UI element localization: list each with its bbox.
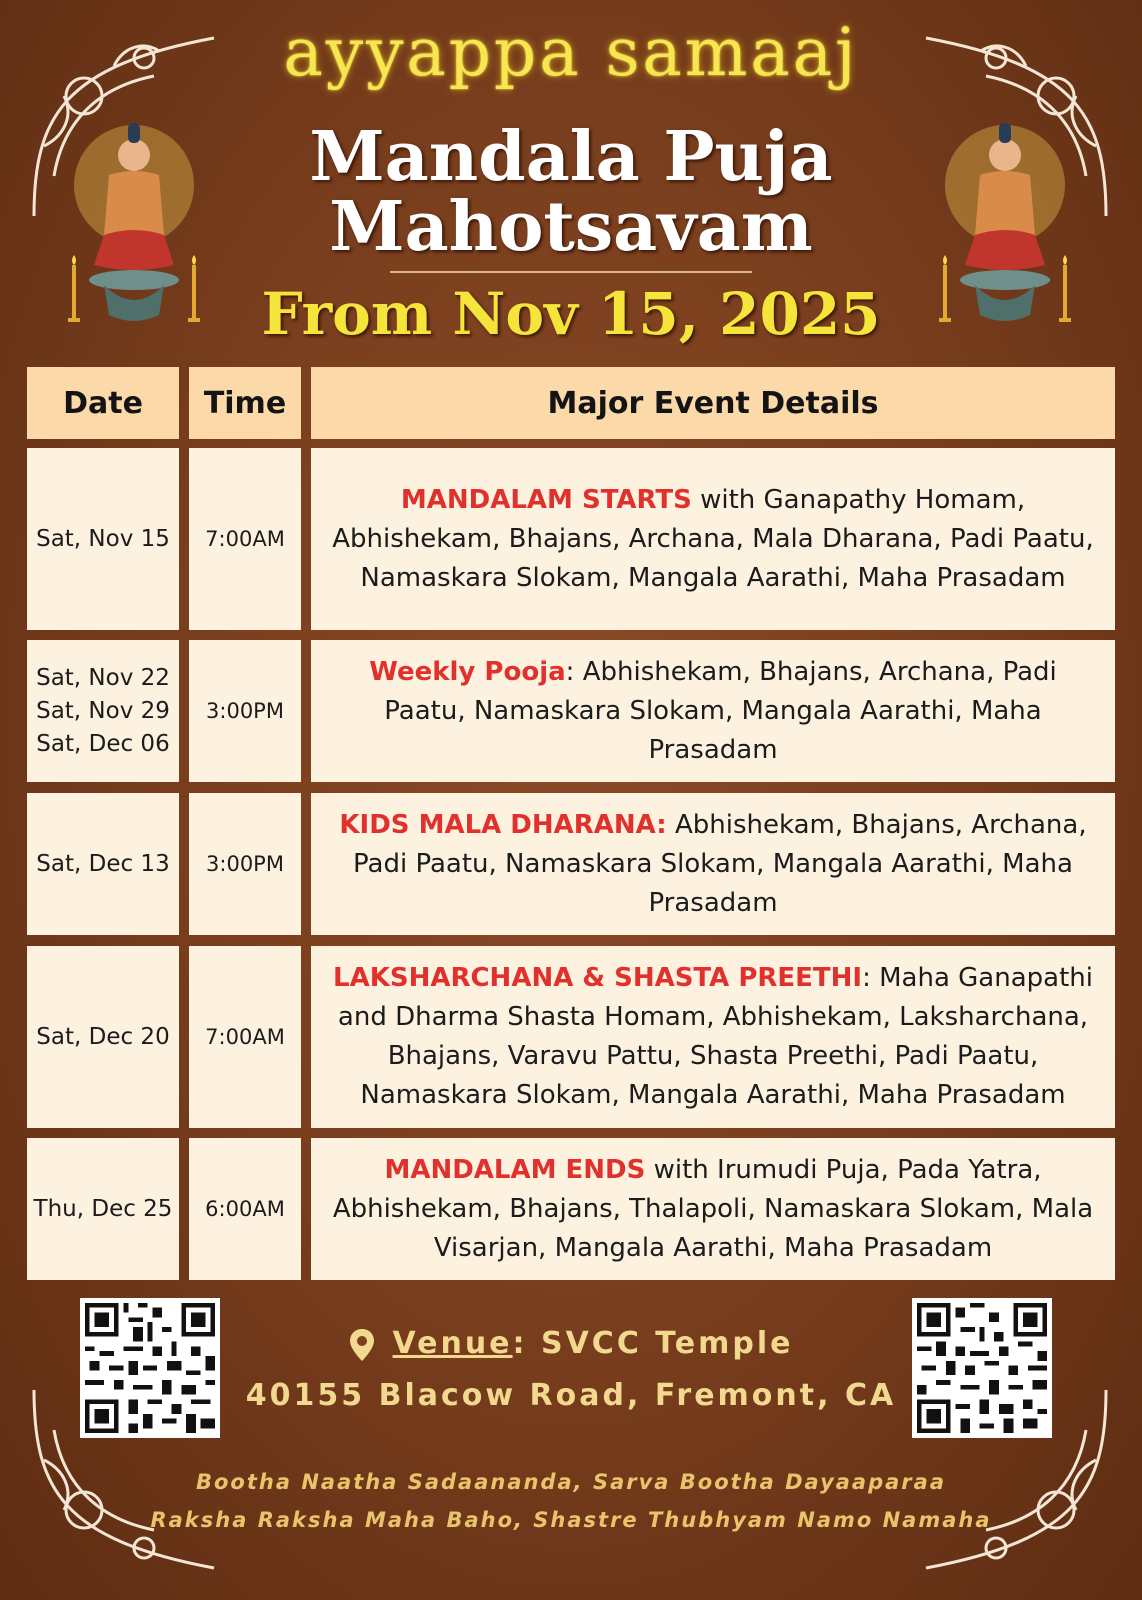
row-4-time: 7:00AM — [189, 946, 301, 1128]
row-1-time: 7:00AM — [189, 448, 301, 630]
brand-logo-text: ayyappa samaaj — [283, 14, 859, 91]
header-time: Time — [189, 367, 301, 439]
row-1-date: Sat, Nov 15 — [27, 448, 179, 630]
event-start-date: From Nov 15, 2025 — [261, 280, 881, 348]
row-5-date: Thu, Dec 25 — [27, 1138, 179, 1280]
venue-address: 40155 Blacow Road, Fremont, CA — [245, 1378, 897, 1413]
row-5-details: MANDALAM ENDS with Irumudi Puja, Pada Yatra, Abhishekam, Bhajans, Thalapoli, Namaskara Slokam, Mala Visarjan, Mangala Aarathi, Maha Prasadam — [311, 1138, 1115, 1280]
row-2-date: Sat, Nov 22 Sat, Nov 29 Sat, Dec 06 — [27, 640, 179, 782]
row-1-details: MANDALAM STARTS with Ganapathy Homam, Abhishekam, Bhajans, Archana, Mala Dharana, Padi Paatu, Namaskara Slokam, Mangala Aarathi, Maha Prasadam — [311, 448, 1115, 630]
header-date: Date — [27, 367, 179, 439]
row-5-time: 6:00AM — [189, 1138, 301, 1280]
row-4-highlight: LAKSHARCHANA & SHASTA PREETHI — [333, 963, 863, 993]
row-3-time: 3:00PM — [189, 793, 301, 935]
shloka-line1: Bootha Naatha Sadaananda, Sarva Bootha Dayaaparaa — [196, 1470, 946, 1494]
event-title-line2: Mahotsavam — [329, 187, 813, 267]
venue-label: Venue — [392, 1326, 513, 1361]
row-5-highlight: MANDALAM ENDS — [384, 1154, 646, 1185]
row-3-highlight: KIDS MALA DHARANA: — [339, 809, 667, 840]
row-2-highlight: Weekly Pooja — [369, 656, 566, 687]
header-details: Major Event Details — [311, 367, 1115, 439]
row-3-details: KIDS MALA DHARANA: Abhishekam, Bhajans, Archana, Padi Paatu, Namaskara Slokam, Mangala Aarathi, Maha Prasadam — [311, 793, 1115, 935]
row-4-date: Sat, Dec 20 — [27, 946, 179, 1128]
row-4-details: LAKSHARCHANA & SHASTA PREETHI: Maha Ganapathi and Dharma Shasta Homam, Abhishekam, Laksharchana, Bhajans, Varavu Pattu, Shasta Preethi, Padi Paatu, Namaskara Slokam, Mangala Aarathi, Maha Prasadam — [311, 946, 1115, 1128]
row-2-time: 3:00PM — [189, 640, 301, 782]
event-title-line1: Mandala Puja — [309, 117, 833, 197]
venue-line — [0, 1326, 1142, 1362]
title-divider — [390, 271, 752, 273]
venue-name: : SVCC Temple — [512, 1326, 794, 1361]
qr-code-left-icon[interactable] — [80, 1298, 220, 1438]
location-pin-icon — [349, 1328, 375, 1362]
row-2-details: Weekly Pooja: Abhishekam, Bhajans, Archana, Padi Paatu, Namaskara Slokam, Mangala Aarathi, Maha Prasadam — [311, 640, 1115, 782]
qr-code-right-icon[interactable] — [912, 1298, 1052, 1438]
row-3-date: Sat, Dec 13 — [27, 793, 179, 935]
shloka-line2: Raksha Raksha Maha Baho, Shastre Thubhyam Namo Namaha — [150, 1508, 992, 1532]
row-1-highlight: MANDALAM STARTS — [400, 484, 692, 515]
